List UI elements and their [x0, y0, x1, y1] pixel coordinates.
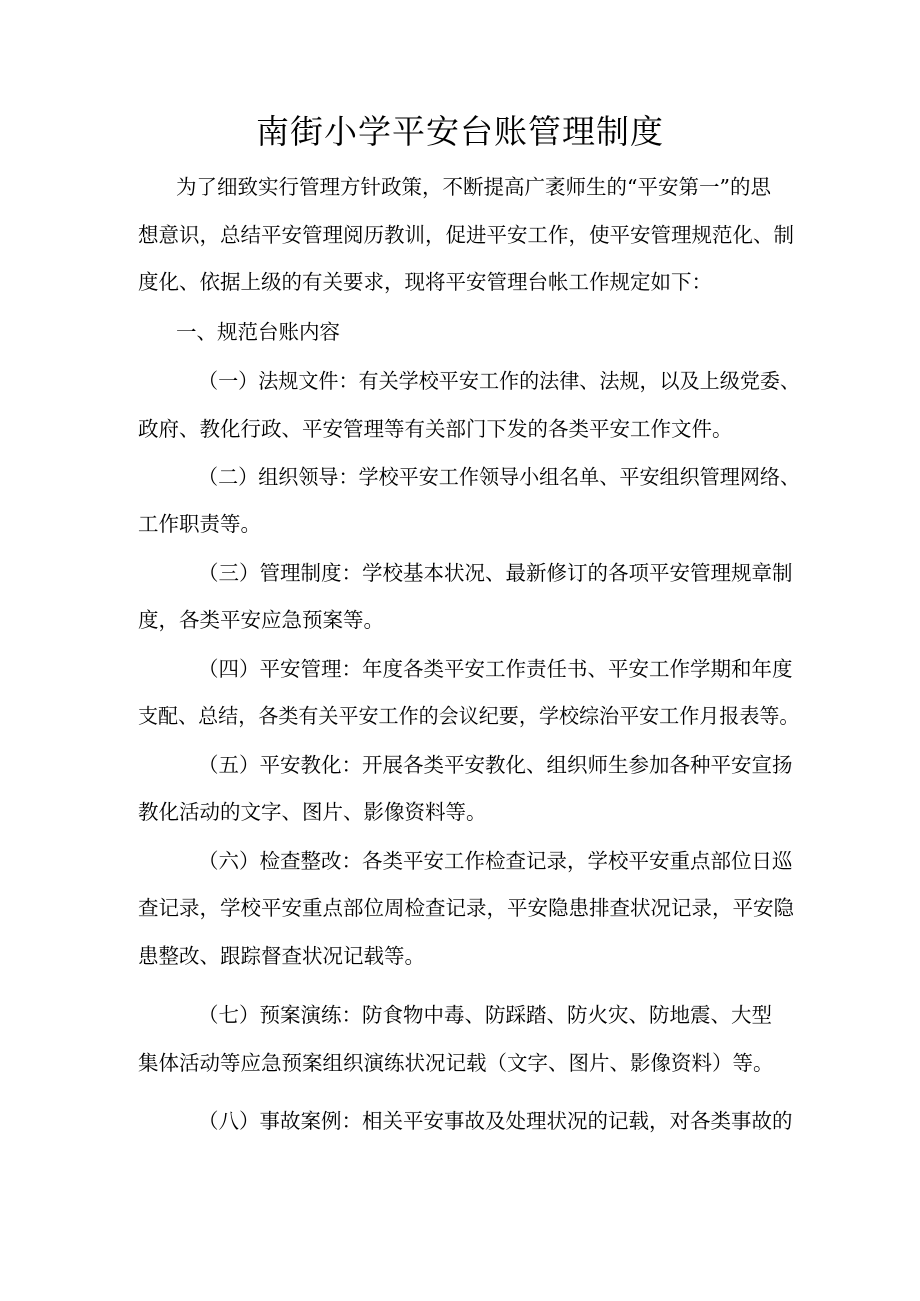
body-line: （六）检查整改：各类平安工作检查记录，学校平安重点部位日巡 — [198, 849, 793, 873]
body-line: 教化活动的文字、图片、影像资料等。 — [138, 800, 487, 824]
body-line: 度化、依据上级的有关要求，现将平安管理台帐工作规定如下： — [138, 270, 712, 294]
body-line: 查记录，学校平安重点部位周检查记录，平安隐患排查状况记录，平安隐 — [138, 896, 794, 920]
document-title: 南街小学平安台账管理制度 — [256, 112, 664, 151]
section-heading: 一、规范台账内容 — [176, 320, 340, 344]
body-line: 政府、教化行政、平安管理等有关部门下发的各类平安工作文件。 — [138, 417, 733, 441]
body-line: （四）平安管理：年度各类平安工作责任书、平安工作学期和年度 — [198, 657, 793, 681]
body-line: 支配、总结，各类有关平安工作的会议纪要，学校综治平安工作月报表等。 — [138, 704, 800, 728]
body-line: 想意识，总结平安管理阅历教训，促进平安工作，使平安管理规范化、制 — [138, 223, 794, 247]
body-line: 为了细致实行管理方针政策，不断提高广袤师生的“平安第一”的思 — [176, 175, 771, 199]
body-line: 工作职责等。 — [138, 512, 261, 536]
body-line: 度，各类平安应急预案等。 — [138, 608, 384, 632]
body-line: （一）法规文件：有关学校平安工作的法律、法规，以及上级党委、 — [198, 369, 801, 393]
body-line: （二）组织领导：学校平安工作领导小组名单、平安组织管理网络、 — [198, 465, 801, 489]
body-line: 患整改、跟踪督查状况记载等。 — [138, 944, 425, 968]
body-line: （八）事故案例：相关平安事故及处理状况的记载，对各类事故的 — [198, 1109, 793, 1133]
body-line: （七）预案演练：防食物中毒、防踩踏、防火灾、防地震、大型 — [198, 1003, 772, 1027]
body-line: （五）平安教化：开展各类平安教化、组织师生参加各种平安宣扬 — [198, 753, 793, 777]
body-line: 集体活动等应急预案组织演练状况记载（文字、图片、影像资料）等。 — [138, 1051, 774, 1075]
body-line: （三）管理制度：学校基本状况、最新修订的各项平安管理规章制 — [198, 561, 793, 585]
